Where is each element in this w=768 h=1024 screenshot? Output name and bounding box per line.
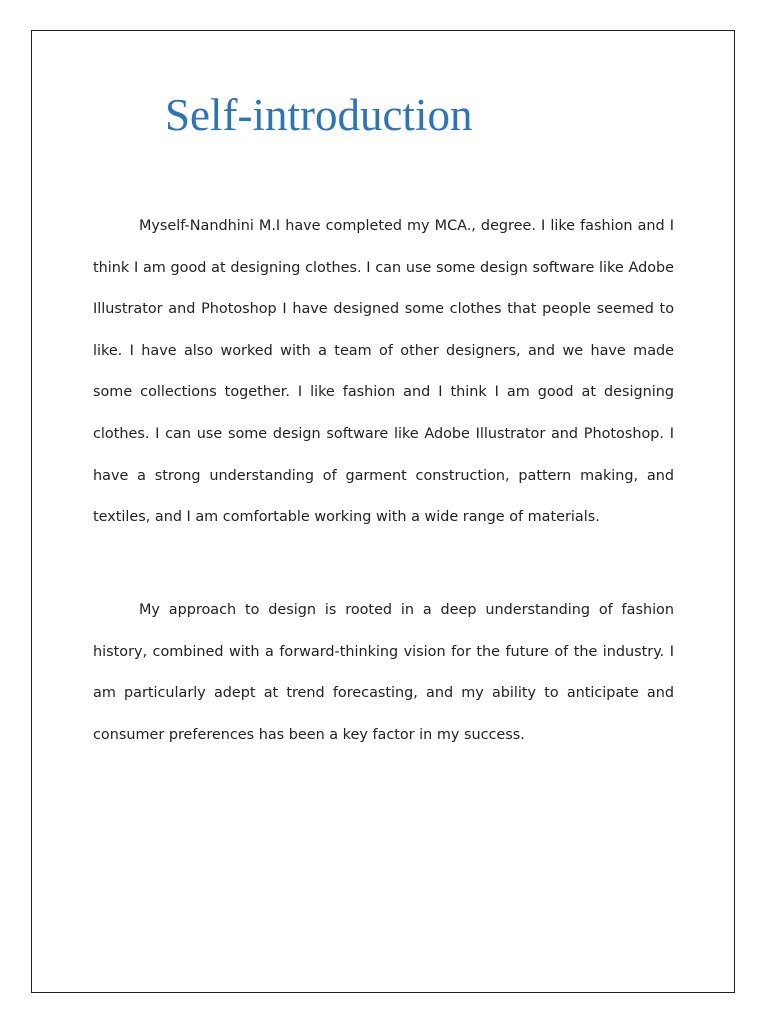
paragraph-block [93,206,674,539]
document-title: Self-introduction [165,90,473,140]
body-paragraph: My approach to design is rooted in a deep understanding of fashion history, combined with a forward-thinking vision for the future of the industry. I am particularly adept at trend forecasting, and my ability to anticipate and consumer preferences has been a key factor in my success. [93,602,674,743]
paragraph-block [93,590,674,756]
body-paragraph: Myself-Nandhini M.I have completed my MCA., degree. I like fashion and I think I am good at designing clothes. I can use some design software like Adobe Illustrator and Photoshop I have designed some clothes that people seemed to like. I have also worked with a team of other designers, and we have made some collections together. I like fashion and I think I am good at designing clothes. I can use some design software like Adobe Illustrator and Photoshop. I have a strong understanding of garment construction, pattern making, and textiles, and I am comfortable working with a wide range of materials. [93,218,674,526]
document-page [31,30,735,993]
